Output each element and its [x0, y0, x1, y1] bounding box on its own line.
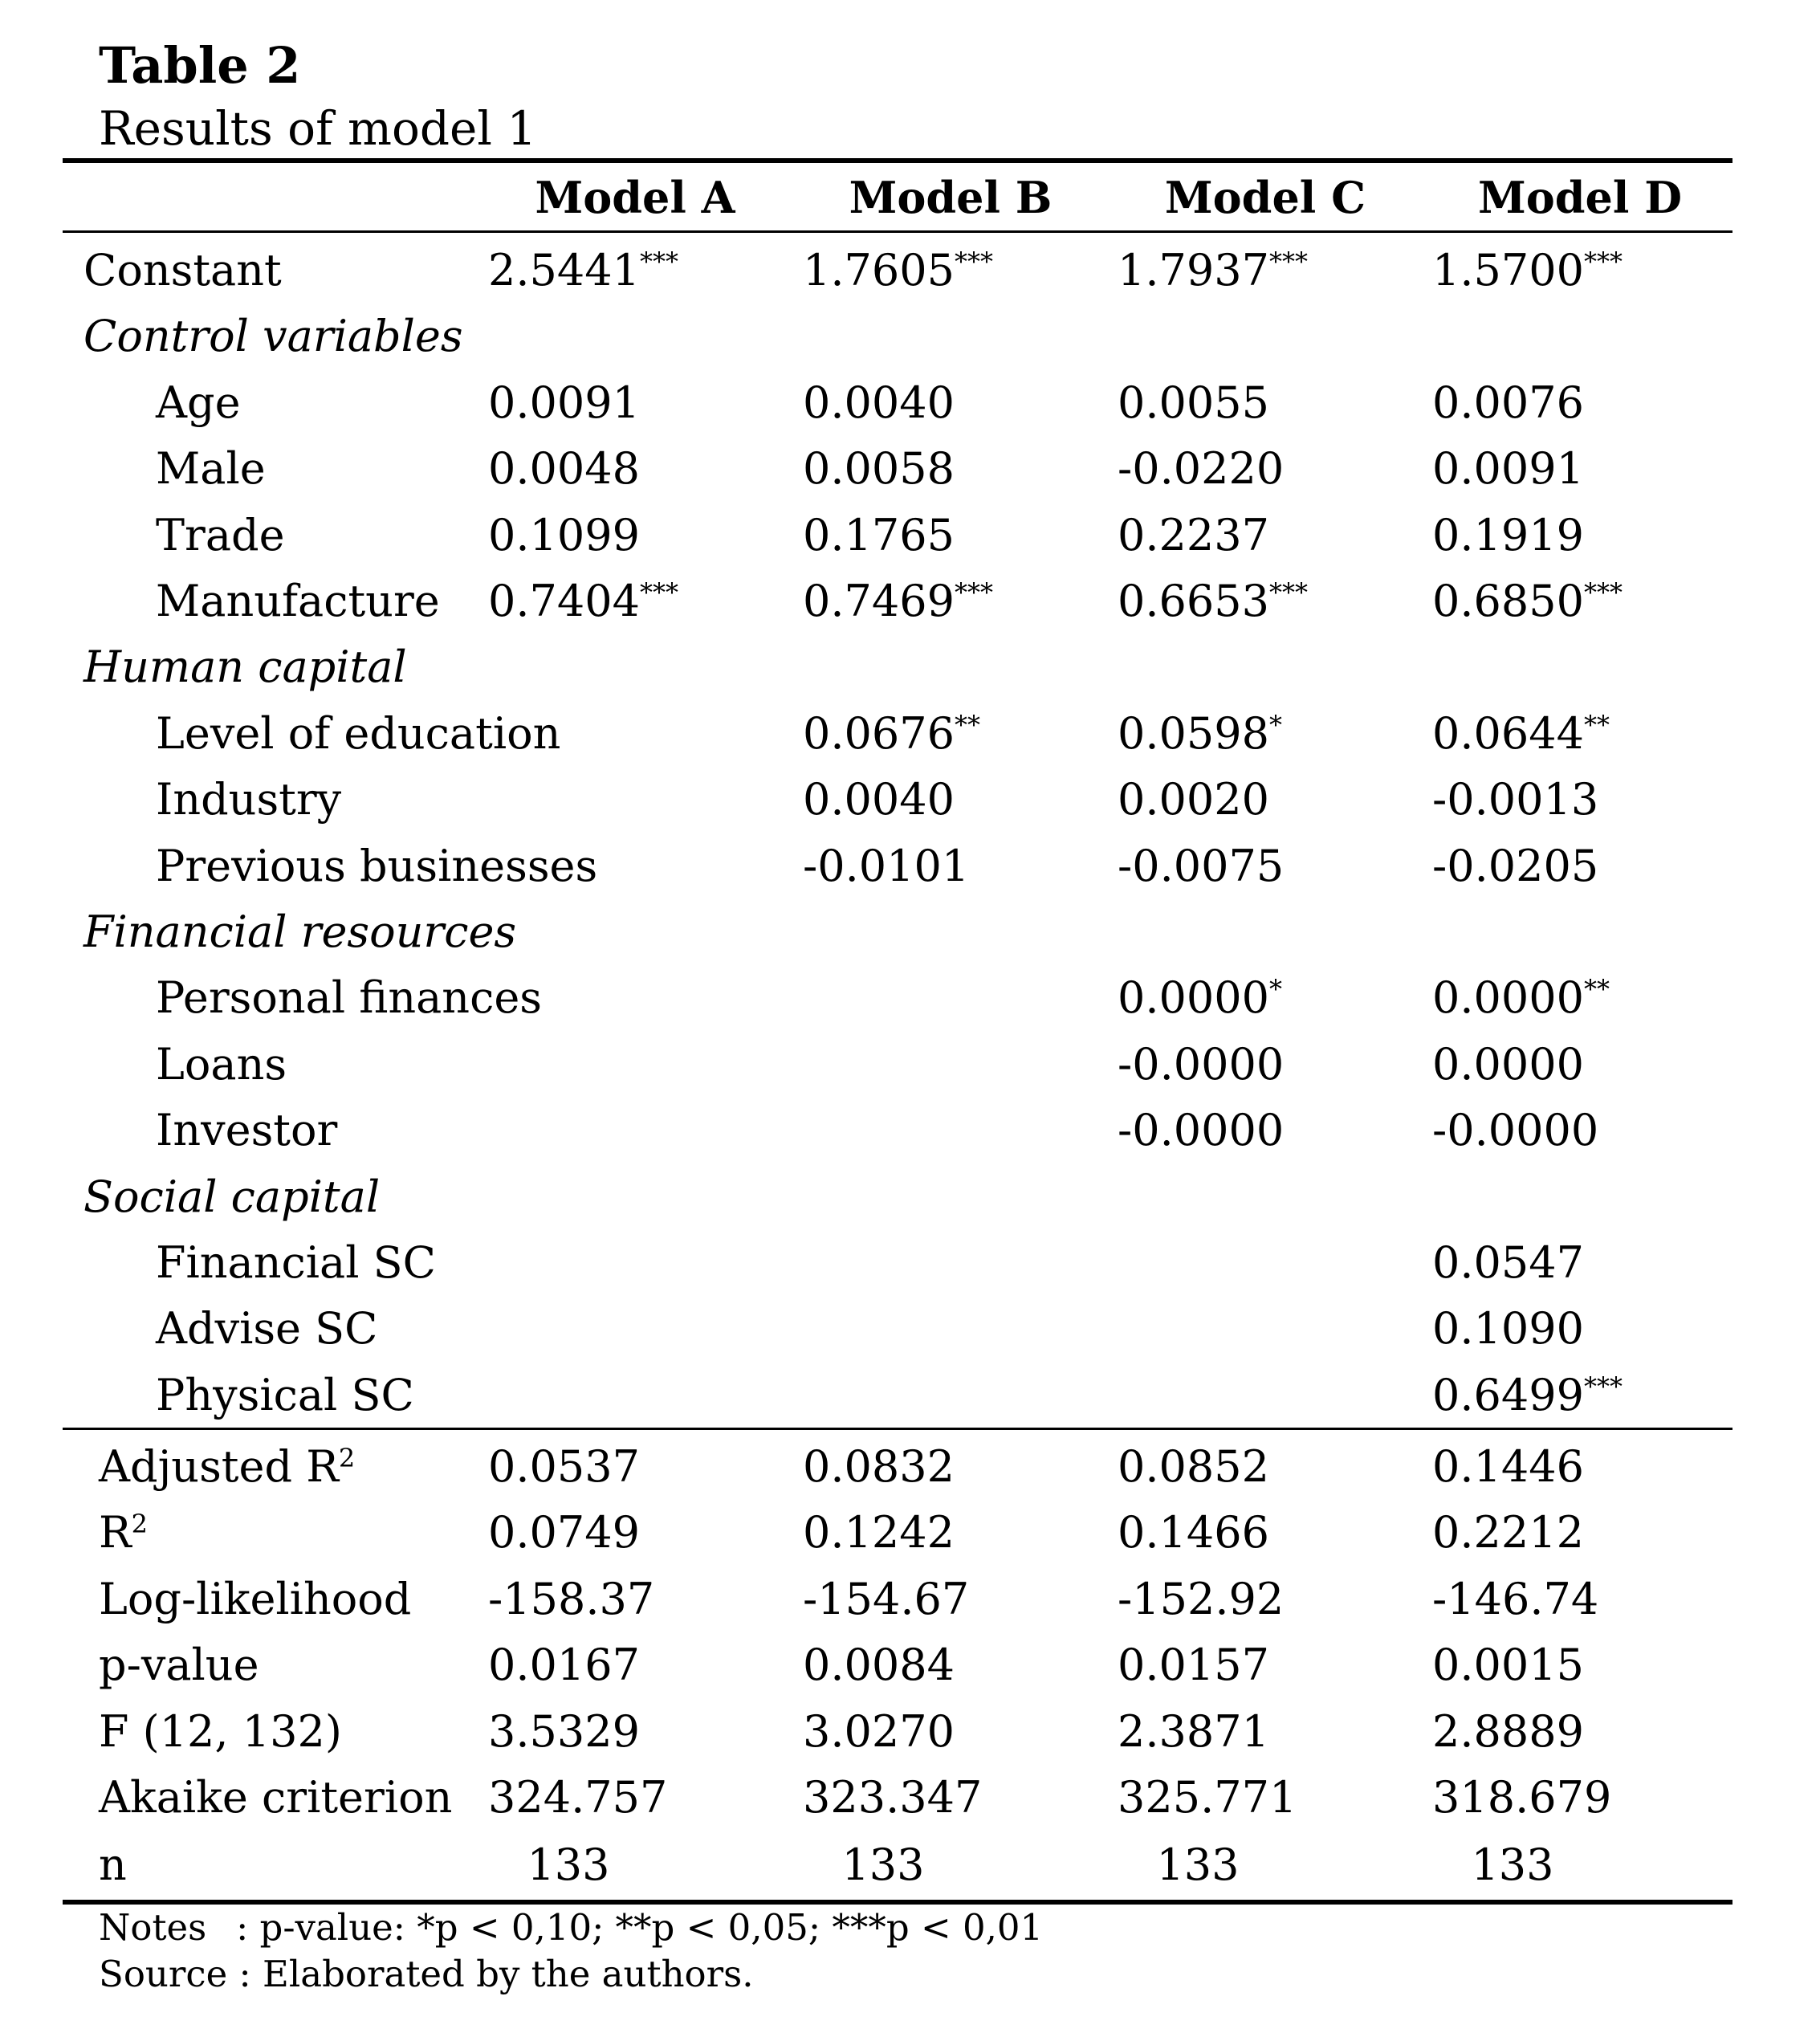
stat-value: -154.67 — [803, 1574, 970, 1624]
stat-row — [0, 1434, 1820, 1500]
stat-value: 0.0537 — [488, 1441, 640, 1492]
coefficient-value: 0.0000 — [1118, 972, 1269, 1023]
coefficient-cell — [488, 503, 640, 568]
coefficient-cell — [1432, 238, 1623, 304]
coefficient-value: 0.0020 — [1118, 774, 1269, 825]
coefficient-value: 0.0058 — [803, 443, 955, 494]
coefficient-value: 0.1099 — [488, 510, 640, 560]
coefficient-cell — [1118, 503, 1269, 568]
header-model-d: Model D — [1477, 172, 1683, 223]
table-row — [0, 568, 1820, 634]
table-row — [0, 436, 1820, 502]
table-row — [0, 1098, 1820, 1163]
coefficient-cell — [1118, 833, 1284, 899]
coefficient-value: -0.0220 — [1118, 443, 1285, 494]
coefficient-value: 0.0000 — [1432, 972, 1584, 1023]
coefficient-value: 1.5700 — [1432, 245, 1584, 295]
coefficient-cell — [1432, 436, 1584, 502]
table-subtitle: Results of model 1 — [99, 101, 537, 156]
stat-label-text: p-value — [99, 1640, 259, 1690]
coefficient-cell — [488, 436, 640, 502]
stat-value: 0.1466 — [1118, 1507, 1269, 1558]
row-label: Physical SC — [156, 1370, 414, 1420]
coefficient-value: -0.0000 — [1118, 1039, 1285, 1090]
coefficient-cell — [803, 767, 955, 833]
coefficient-cell — [803, 833, 969, 899]
stat-value: 324.757 — [488, 1772, 668, 1823]
significance-stars: *** — [954, 246, 993, 277]
coefficient-value: 0.0055 — [1118, 377, 1269, 428]
stat-label — [99, 1632, 259, 1698]
coefficient-value: -0.0205 — [1432, 841, 1599, 891]
coefficient-value: -0.0000 — [1118, 1105, 1285, 1155]
significance-stars: *** — [1268, 246, 1308, 277]
stat-value: 0.0852 — [1118, 1441, 1269, 1492]
coefficient-value: 1.7937 — [1118, 245, 1269, 295]
coefficient-cell — [1118, 370, 1269, 436]
coefficient-cell — [1118, 1098, 1284, 1163]
section-label: Human capital — [83, 642, 407, 692]
row-label: Male — [156, 443, 266, 494]
coefficient-cell — [488, 568, 678, 634]
coefficient-cell — [1432, 568, 1623, 634]
coefficient-cell — [1432, 1230, 1584, 1296]
coefficient-value: -0.0013 — [1432, 774, 1599, 825]
coefficient-value: 0.0040 — [803, 377, 955, 428]
table-row — [0, 1032, 1820, 1098]
header-model-b: Model B — [849, 172, 1053, 223]
coefficient-cell — [1432, 1363, 1623, 1428]
stat-row — [0, 1567, 1820, 1632]
table-title: Table 2 — [99, 36, 301, 95]
coefficient-cell — [1432, 767, 1598, 833]
significance-stars: *** — [1268, 577, 1308, 608]
stat-value: 0.0832 — [803, 1441, 955, 1492]
stats-rule — [63, 1428, 1732, 1430]
coefficient-value: 0.7469 — [803, 576, 955, 626]
coefficient-cell — [803, 238, 993, 304]
stat-label — [99, 1765, 452, 1831]
coefficient-cell — [1432, 1098, 1598, 1163]
coefficient-cell — [1432, 833, 1598, 899]
coefficient-cell — [803, 568, 993, 634]
coefficient-value: -0.0000 — [1432, 1105, 1599, 1155]
coefficient-cell — [1118, 1032, 1284, 1098]
row-label: Industry — [156, 774, 342, 825]
stat-label — [99, 1567, 411, 1632]
coefficient-cell — [1432, 1296, 1584, 1362]
coefficient-cell — [1118, 767, 1269, 833]
row-label: Investor — [156, 1105, 338, 1155]
n-label: n — [99, 1839, 127, 1890]
stat-value: 2.3871 — [1118, 1706, 1269, 1757]
top-rule — [63, 158, 1732, 163]
coefficient-cell — [1118, 965, 1282, 1031]
table-notes: Notes : p-value: *p < 0,10; **p < 0,05; ***p < 0,01 — [99, 1906, 1044, 1949]
section-label: Social capital — [83, 1171, 381, 1222]
row-label: Loans — [156, 1039, 287, 1090]
significance-stars: *** — [1583, 246, 1623, 277]
significance-stars: *** — [639, 246, 678, 277]
coefficient-cell — [803, 370, 955, 436]
stat-label-text: F (12, 132) — [99, 1706, 342, 1757]
stat-value: 0.1242 — [803, 1507, 955, 1558]
coefficient-value: 0.0547 — [1432, 1237, 1584, 1288]
coefficient-cell — [1432, 370, 1584, 436]
coefficient-value: 0.6653 — [1118, 576, 1269, 626]
coefficient-cell — [1432, 701, 1610, 767]
significance-stars: ** — [954, 710, 980, 740]
stat-label-text: R — [99, 1507, 132, 1558]
n-value-a: 133 — [527, 1839, 610, 1890]
coefficient-value: 0.2237 — [1118, 510, 1269, 560]
row-label: Constant — [83, 245, 282, 295]
coefficient-cell — [803, 503, 955, 568]
stat-value: 0.0167 — [488, 1640, 640, 1690]
coefficient-value: 0.0598 — [1118, 708, 1269, 759]
coefficient-cell — [803, 436, 955, 502]
superscript: 2 — [131, 1509, 149, 1539]
significance-stars: * — [1268, 974, 1282, 1004]
stat-label — [99, 1434, 355, 1500]
stat-value: 325.771 — [1118, 1772, 1297, 1823]
stat-row — [0, 1632, 1820, 1698]
table-row — [0, 833, 1820, 899]
stat-value: 323.347 — [803, 1772, 983, 1823]
coefficient-value: 0.1090 — [1432, 1303, 1584, 1354]
stat-value: 0.2212 — [1432, 1507, 1584, 1558]
stat-label-text: Log-likelihood — [99, 1574, 412, 1624]
stat-value: 3.5329 — [488, 1706, 640, 1757]
stat-row — [0, 1500, 1820, 1566]
stat-value: 0.0084 — [803, 1640, 955, 1690]
table-row — [0, 1363, 1820, 1428]
section-row — [0, 899, 1820, 965]
coefficient-value: 0.0091 — [488, 377, 640, 428]
coefficient-cell — [1432, 503, 1584, 568]
n-value-b: 133 — [841, 1839, 925, 1890]
stat-label — [99, 1500, 148, 1566]
significance-stars: * — [1268, 710, 1282, 740]
row-label: Financial SC — [156, 1237, 436, 1288]
stat-value: -146.74 — [1432, 1574, 1599, 1624]
significance-stars: ** — [1583, 710, 1610, 740]
coefficient-cell — [1118, 701, 1282, 767]
table-row — [0, 1296, 1820, 1362]
section-row — [0, 1164, 1820, 1230]
table-row — [0, 1230, 1820, 1296]
header-model-c: Model C — [1164, 172, 1366, 223]
row-label: Manufacture — [156, 576, 440, 626]
table-row — [0, 701, 1820, 767]
section-label: Control variables — [83, 311, 463, 361]
coefficient-value: 0.0000 — [1432, 1039, 1584, 1090]
superscript: 2 — [338, 1443, 356, 1473]
stat-label-text: Adjusted R — [99, 1441, 339, 1492]
table-row — [0, 238, 1820, 304]
coefficient-cell — [488, 370, 640, 436]
coefficient-cell — [1432, 1032, 1584, 1098]
coefficient-cell — [1432, 965, 1610, 1031]
coefficient-value: 0.0076 — [1432, 377, 1584, 428]
coefficient-value: 0.0048 — [488, 443, 640, 494]
section-row — [0, 304, 1820, 369]
coefficient-cell — [803, 701, 980, 767]
significance-stars: *** — [639, 577, 678, 608]
row-label: Trade — [156, 510, 285, 560]
header-model-a: Model A — [535, 172, 735, 223]
stat-label-text: Akaike criterion — [99, 1772, 453, 1823]
stat-value: 0.0015 — [1432, 1640, 1584, 1690]
stat-value: 0.1446 — [1432, 1441, 1584, 1492]
coefficient-value: 0.0644 — [1432, 708, 1584, 759]
coefficient-value: 0.6499 — [1432, 1370, 1584, 1420]
coefficient-value: 0.6850 — [1432, 576, 1584, 626]
table-row — [0, 767, 1820, 833]
header-row — [0, 165, 1820, 230]
coefficient-value: 0.0091 — [1432, 443, 1584, 494]
row-label: Age — [156, 377, 241, 428]
n-value-c: 133 — [1156, 1839, 1240, 1890]
significance-stars: ** — [1583, 974, 1610, 1004]
coefficient-value: -0.0101 — [803, 841, 970, 891]
section-label: Financial resources — [83, 906, 517, 957]
n-row — [0, 1832, 1820, 1898]
table-source: Source : Elaborated by the authors. — [99, 1953, 754, 1995]
stat-row — [0, 1765, 1820, 1831]
section-row — [0, 634, 1820, 700]
significance-stars: *** — [954, 577, 993, 608]
coefficient-cell — [1118, 436, 1284, 502]
stat-label — [99, 1699, 342, 1765]
stat-value: -152.92 — [1118, 1574, 1285, 1624]
coefficient-value: -0.0075 — [1118, 841, 1285, 891]
header-rule — [63, 230, 1732, 233]
coefficient-value: 0.7404 — [488, 576, 640, 626]
coefficient-cell — [1118, 238, 1308, 304]
row-label: Previous businesses — [156, 841, 598, 891]
stat-value: 2.8889 — [1432, 1706, 1584, 1757]
stat-value: -158.37 — [488, 1574, 655, 1624]
stat-value: 318.679 — [1432, 1772, 1612, 1823]
table-row — [0, 965, 1820, 1031]
coefficient-cell — [488, 238, 678, 304]
stat-row — [0, 1699, 1820, 1765]
row-label: Advise SC — [156, 1303, 378, 1354]
row-label: Level of education — [156, 708, 561, 759]
significance-stars: *** — [1583, 1371, 1623, 1402]
coefficient-value: 1.7605 — [803, 245, 955, 295]
stat-value: 3.0270 — [803, 1706, 955, 1757]
stat-value: 0.0157 — [1118, 1640, 1269, 1690]
significance-stars: *** — [1583, 577, 1623, 608]
row-label: Personal finances — [156, 972, 542, 1023]
stat-value: 0.0749 — [488, 1507, 640, 1558]
coefficient-value: 2.5441 — [488, 245, 640, 295]
coefficient-value: 0.1919 — [1432, 510, 1584, 560]
table-row — [0, 370, 1820, 436]
table-row — [0, 503, 1820, 568]
coefficient-cell — [1118, 568, 1308, 634]
coefficient-value: 0.1765 — [803, 510, 955, 560]
coefficient-value: 0.0040 — [803, 774, 955, 825]
n-value-d: 133 — [1471, 1839, 1554, 1890]
coefficient-value: 0.0676 — [803, 708, 955, 759]
